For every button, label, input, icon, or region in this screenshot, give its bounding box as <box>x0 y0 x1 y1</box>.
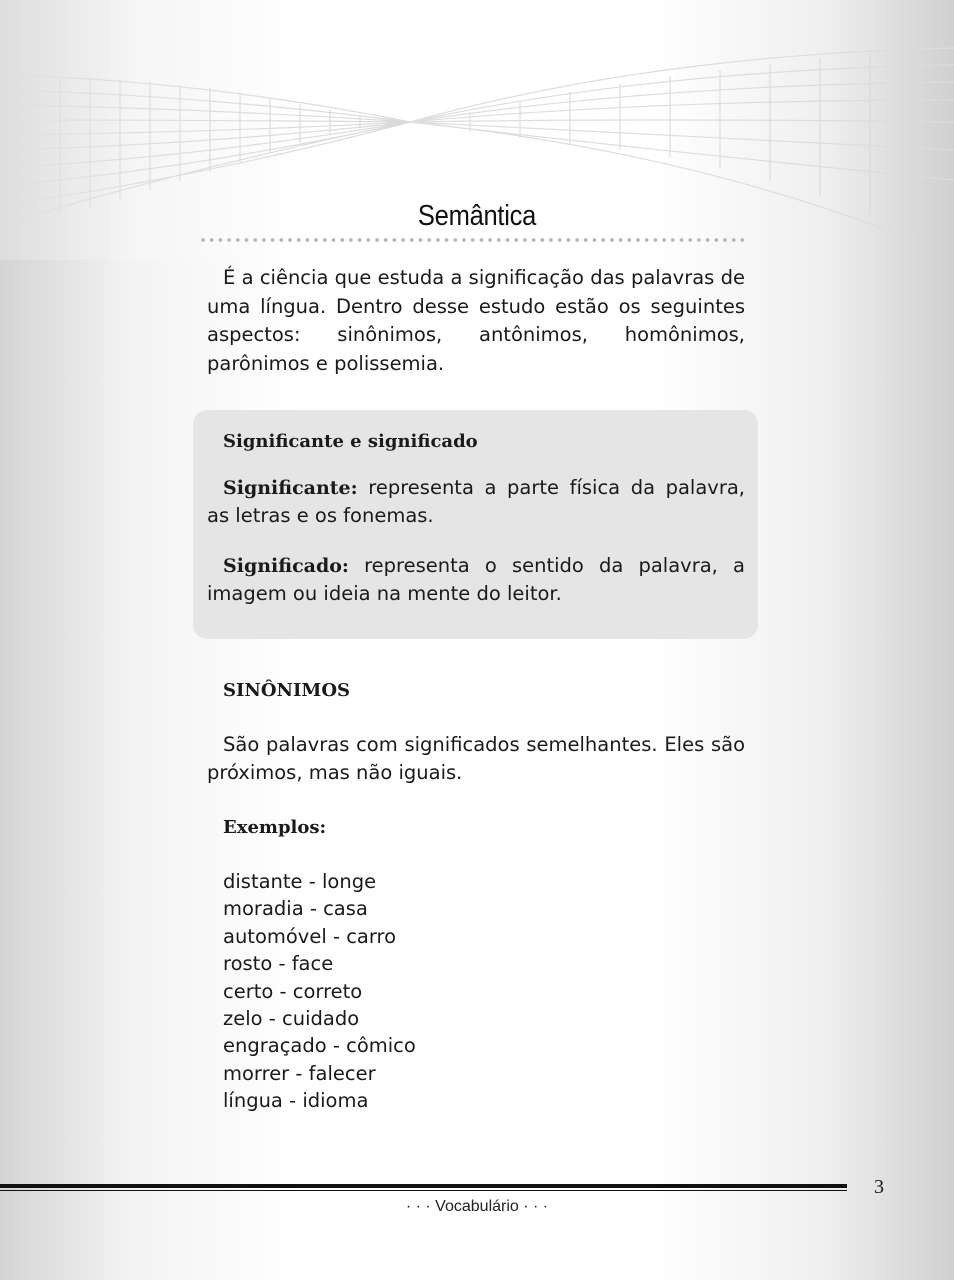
footer-rule-thick <box>0 1184 847 1188</box>
footer-rule-thin <box>0 1190 847 1191</box>
list-item: certo - correto <box>223 979 363 1003</box>
footer-book-title: · · · Vocabulário · · · <box>405 1198 549 1215</box>
box-heading: Significante e significado <box>223 431 478 452</box>
intro-text: É a ciência que estuda a significação das palavras de uma língua. Dentro desse estudo estão os seguintes aspectos: sinônimos, antônimos, homônimos, parônimos e polissemia. <box>207 266 745 375</box>
sinonimos-section <box>207 680 745 838</box>
list-item: língua - idioma <box>223 1089 369 1113</box>
page-title: Semântica <box>417 200 537 232</box>
list-item: distante - longe <box>223 870 377 893</box>
significante-label: Significante: <box>223 477 358 499</box>
list-item: rosto - face <box>223 952 334 976</box>
examples-heading: Exemplos: <box>223 817 327 838</box>
intro-paragraph <box>207 264 745 378</box>
significado-paragraph <box>207 552 745 608</box>
significado-label: Significado: <box>223 555 349 577</box>
dotted-divider <box>200 234 750 246</box>
list-item: engraçado - cômico <box>223 1034 416 1058</box>
list-item: zelo - cuidado <box>223 1007 360 1031</box>
sinonimos-heading: SINÔNIMOS <box>223 680 351 701</box>
sinonimos-description <box>207 731 745 787</box>
page-number: 3 <box>874 1176 884 1198</box>
significante-significado-box <box>193 410 758 639</box>
significante-paragraph <box>207 474 745 530</box>
list-item: morrer - falecer <box>223 1061 376 1085</box>
examples-list <box>223 868 416 1115</box>
significante-text: representa a parte física da palavra, as letras e os fonemas. <box>207 476 745 527</box>
list-item: moradia - casa <box>223 897 368 921</box>
significado-text: representa o sentido da palavra, a imagem ou ideia na mente do leitor. <box>207 554 745 605</box>
sinonimos-description-text: São palavras com significados semelhantes. Eles são próximos, mas não iguais. <box>207 733 745 784</box>
list-item: automóvel - carro <box>223 924 397 948</box>
